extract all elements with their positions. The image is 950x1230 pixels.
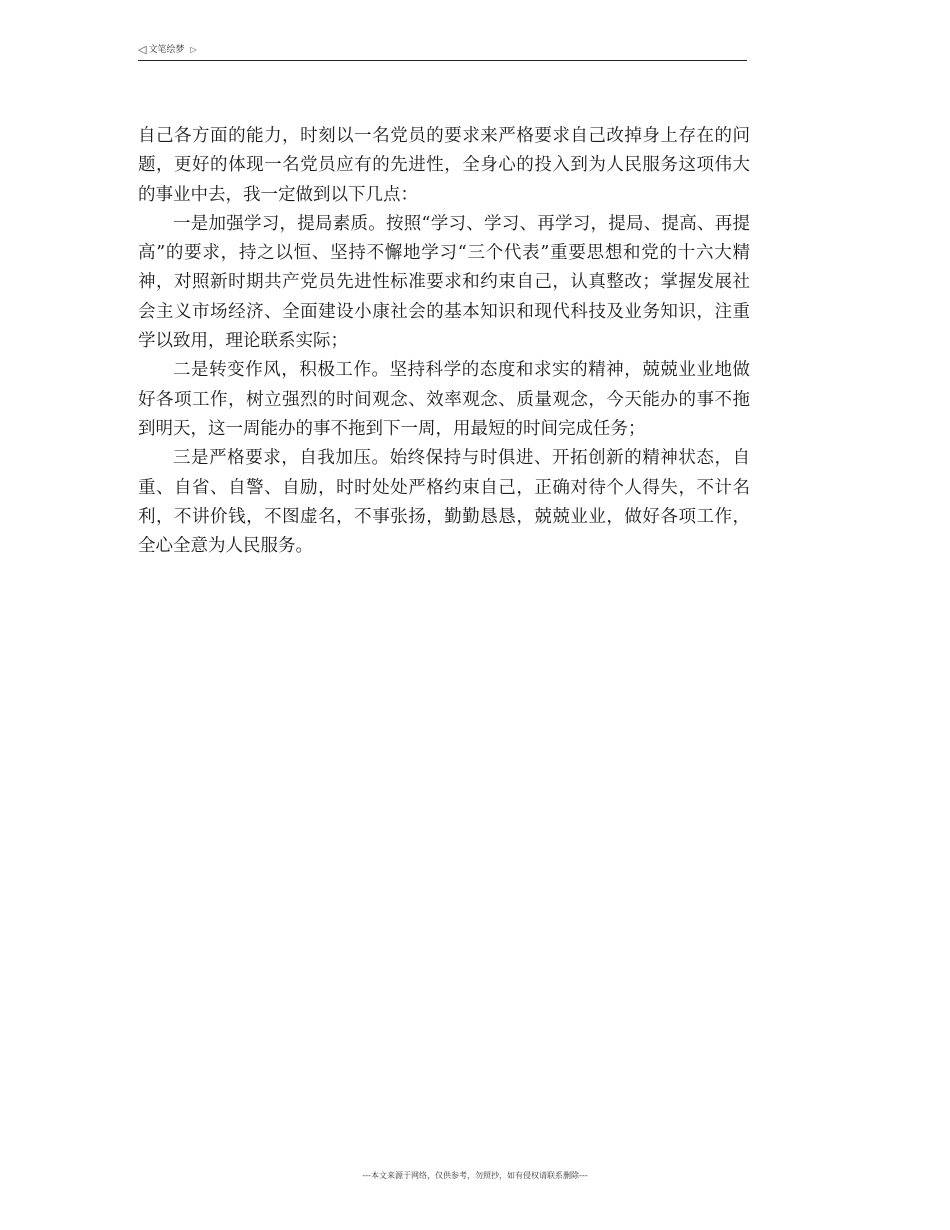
page-footer: ---本文来源于网络，仅供参考，勿照抄，如有侵权请联系删除--- [362,1171,588,1180]
triangle-right-icon: ▷ [190,45,197,54]
paragraph-continuation: 自己各方面的能力，时刻以一名党员的要求来严格要求自己改掉身上存在的问题，更好的体现一名党员应有的先进性，全身心的投入到为人民服务这项伟大的事业中去，我一定做到以下几点： [138,126,750,205]
document-body [138,122,750,561]
triangle-left-icon: ◁ [138,43,147,56]
header-title: 文笔绘梦 [148,45,185,55]
page-header [138,43,747,61]
paragraph-self-discipline: 三是严格要求，自我加压。始终保持与时俱进、开拓创新的精神状态，自重、自省、自警、自励，时时处处严格约束自己，正确对待个人得失，不计名利，不讲价钱，不图虚名，不事张扬，勤勤恳恳，兢兢业业，做好各项工作，全心全意为人民服务。 [138,448,750,557]
paragraph-work-style: 二是转变作风，积极工作。坚持科学的态度和求实的精神，兢兢业业地做好各项工作，树立强烈的时间观念、效率观念、质量观念，今天能办的事不拖到明天，这一周能办的事不拖到下一周，用最短的时间完成任务； [138,360,750,439]
paragraph-study: 一是加强学习，提局素质。按照“学习、学习、再学习，提局、提高、再提高”的要求，持之以恒、坚持不懈地学习“三个代表”重要思想和党的十六大精神，对照新时期共产党员先进性标准要求和约束自己，认真整改；掌握发展社会主义市场经济、全面建设小康社会的基本知识和现代科技及业务知识，注重学以致用，理论联系实际； [138,213,750,352]
header-title-group [138,43,197,57]
